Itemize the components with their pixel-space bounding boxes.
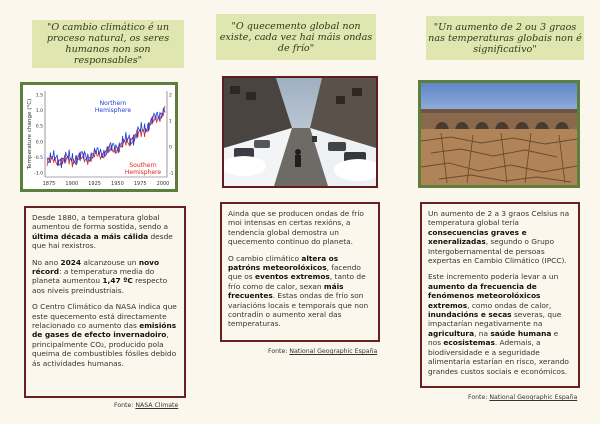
legend-southern: Southern	[129, 162, 157, 169]
quote-text-3: "Un aumento de 2 ou 3 graos nas temperaturas globais non é significativo"	[428, 21, 582, 55]
quote-text-2: "O quecemento global non existe, cada vez hai máis ondas de frío"	[219, 20, 373, 54]
legend-northern-line2: Hemisphere	[94, 107, 132, 114]
snow-street-photo	[222, 76, 378, 188]
drought-bridge-illustration	[421, 83, 577, 185]
southern-hemisphere-line	[47, 106, 165, 167]
y-axis-label: Temperature change (°C)	[27, 98, 33, 170]
quote-text-1: "O cambio climático é un proceso natural, os seres humanos non son responsables"	[46, 22, 170, 66]
x-tick-labels	[43, 181, 170, 187]
paragraph: Ainda que se producen ondas de frío moi intensas en certas rexións, a tendencia global demostra un quecemento continuo do planeta.	[228, 209, 364, 247]
text-box-2-content	[228, 209, 372, 329]
temperature-chart-frame	[20, 82, 178, 192]
paragraph: Este incremento podería levar a un aumento da frecuencia de fenómenos meteorolóxicos extremos, como ondas de calor, inundacións e secas severas, que impactarían negativamente na agricultura, na saúde humana e nos ecosistemas. Ademais, a biodiversidade e a seguridade alimentaria estarían en risco, xerando grandes custos sociais e económicos.	[428, 272, 569, 376]
x-tick-label: 1975	[133, 181, 147, 187]
source-link-nasa[interactable]: NASA Climate	[135, 402, 179, 409]
text-box-1	[24, 206, 186, 398]
drought-bridge-photo	[418, 80, 580, 188]
y-tick-label-left: 1.5	[35, 93, 43, 99]
legend-northern: Northern	[99, 100, 127, 107]
quote-banner-3	[426, 16, 584, 60]
paragraph: Un aumento de 2 a 3 graos Celsius na temperatura global tería consecuencias graves e xeneralizadas, segundo o Grupo Intergobernamental de persoas expertas en Cambio Climático (IPCC).	[428, 209, 570, 266]
paragraph: O Centro Climático da NASA indica que este quecemento está directamente relacionado co aumento das emisións de gases de efecto invernadoiro, principalmente CO₂, producido pola queima de combustibles fósiles debido ás actividades humanas.	[32, 302, 177, 368]
legend-southern-line2: Hemisphere	[124, 169, 162, 176]
source-3: Fonte: National Geographic España	[468, 394, 578, 401]
y-tick-label-left: 1.0	[35, 109, 43, 115]
y-tick-label-left: 0.5	[35, 124, 43, 130]
x-tick-label: 1900	[65, 181, 79, 187]
y-tick-label-right: 1	[169, 119, 172, 125]
source-link-natgeo-1[interactable]: National Geographic España	[289, 348, 378, 355]
x-tick-label: 2000	[156, 181, 170, 187]
y-tick-labels-right	[169, 93, 174, 177]
y-tick-labels-left	[34, 93, 43, 177]
northern-hemisphere-line	[47, 108, 165, 168]
text-box-2	[220, 202, 380, 342]
y-tick-label-left: -1.0	[34, 171, 43, 177]
y-tick-label-left: -0.5	[34, 155, 43, 161]
x-tick-label: 1875	[42, 181, 56, 187]
paragraph: Desde 1880, a temperatura global aumentou de forma sostida, sendo a última década a máis cálida desde que hai rexistros.	[32, 213, 173, 251]
y-tick-label-right: -1	[169, 171, 174, 177]
snow-street-illustration	[224, 78, 376, 186]
y-tick-label-right: 2	[169, 93, 172, 99]
source-link-natgeo-2[interactable]: National Geographic España	[489, 394, 578, 401]
paragraph: No ano 2024 alcanzouse un novo récord: a temperatura media do planeta aumentou 1,47 ºC respecto aos niveis preindustriais.	[32, 257, 168, 295]
source-1: Fonte: NASA Climate	[114, 402, 179, 409]
source-2: Fonte: National Geographic España	[268, 348, 378, 355]
x-tick-label: 1925	[88, 181, 101, 187]
y-tick-label-right: 0	[169, 145, 172, 151]
quote-banner-2	[216, 14, 376, 60]
paragraph: O cambio climático altera os patróns meteorolóxicos, facendo que os eventos extremos, tanto de frío como de calor, sexan máis frecuentes. Estas ondas de frío son variacións locais e temporais que non contradín o aumento xeral das temperaturas.	[228, 253, 369, 329]
temperature-chart	[23, 85, 175, 189]
quote-banner-1	[32, 20, 184, 68]
x-tick-label: 1950	[111, 181, 124, 187]
text-box-1-content	[32, 213, 178, 368]
y-tick-label-left: 0.0	[35, 140, 43, 146]
text-box-3	[420, 202, 580, 388]
text-box-3-content	[428, 209, 572, 376]
